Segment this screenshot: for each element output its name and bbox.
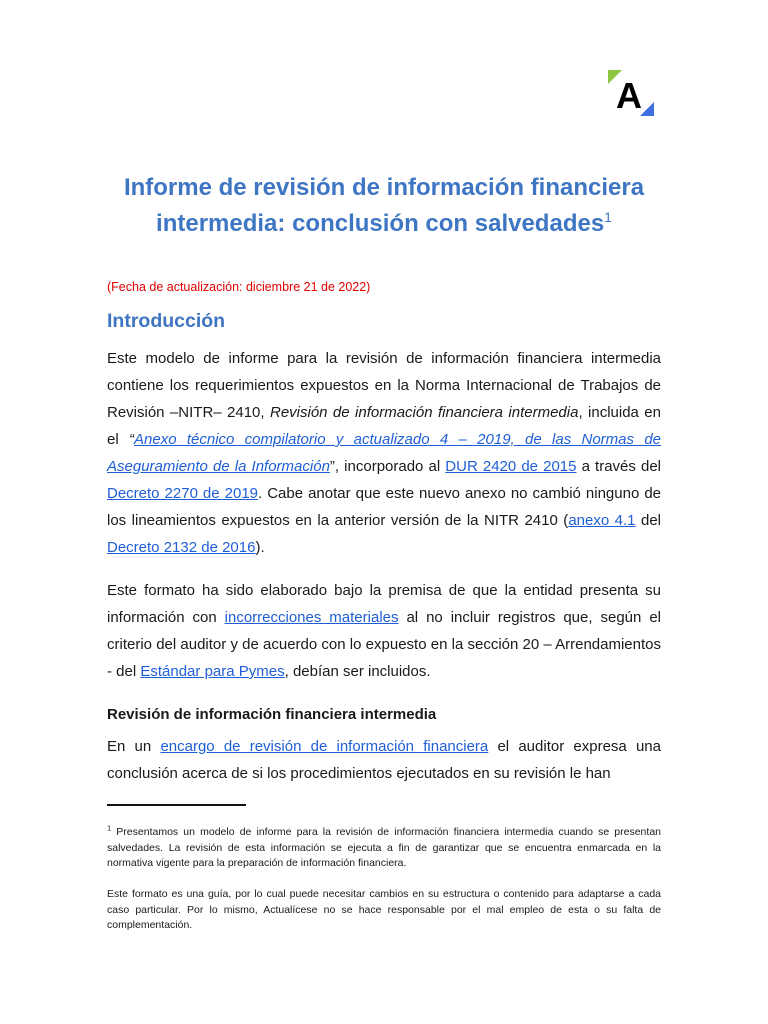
p1-italic-title: Revisión de información financiera intermedia: [269, 404, 579, 421]
link-anexo-tecnico[interactable]: Anexo técnico compilatorio y actualizado 4 – 2019, de las Normas de Aseguramiento de la Información: [107, 431, 662, 475]
p1-text-5: . Cabe anotar que este nuevo anexo no cambió ninguno de los lineamientos expuestos en la anterior versión de la NITR 2410 (: [107, 485, 661, 529]
link-anexo-4-1[interactable]: anexo 4.1: [568, 512, 636, 529]
p1-text-6: del: [635, 512, 662, 529]
link-dur-2420[interactable]: DUR 2420 de 2015: [445, 458, 577, 475]
revision-paragraph: [107, 733, 661, 787]
link-estandar-pymes[interactable]: Estándar para Pymes: [140, 663, 285, 680]
p1-text-1: Este modelo de informe para la revisión de información financiera intermedia contiene los requerimientos expuestos en la Norma Internacional de Trabajos de Revisión –NITR– 2410,: [107, 350, 661, 421]
title-line-1: Informe de revisión de información financiera: [123, 174, 645, 201]
footnote-1-mark: 1: [107, 823, 112, 833]
p1-quote-open: “: [129, 431, 134, 448]
link-decreto-2270[interactable]: Decreto 2270 de 2019: [107, 485, 259, 502]
p1-text-4: a través del: [576, 458, 661, 475]
intro-heading: Introducción: [107, 310, 226, 332]
logo-blue-triangle: [640, 102, 654, 116]
p3-text-1: En un: [107, 738, 161, 755]
actualicese-logo: [608, 70, 654, 116]
footnote-1-text: Presentamos un modelo de informe para la revisión de información financiera intermedia cuando se presentan salvedades. La revisión de esta información se ejecuta a fin de garantizar que se encuentra enmarcada en la normativa vigente para la preparación de información financiera.: [107, 826, 661, 869]
document-title: [60, 170, 708, 242]
p1-text-2: , incluida en el: [107, 404, 661, 448]
intro-paragraph-2: [107, 577, 661, 685]
footnote-disclaimer: Este formato es una guía, por lo cual puede necesitar cambios en su estructura o contenido para adaptarse a cada caso particular. Por lo mismo, Actualícese no se hace responsable por el mal empleo de esta o su falta de complementación.: [107, 888, 661, 931]
p1-text-3: ”, incorporado al: [329, 458, 446, 475]
intro-paragraph-1: [107, 345, 661, 561]
p2-text-3: , debían ser incluidos.: [284, 663, 431, 680]
title-line-2-text: intermedia: conclusión con salvedades: [156, 210, 605, 237]
footnote-1: [107, 825, 661, 872]
p1-text-7: ).: [255, 539, 265, 556]
p3-text-2: el auditor expresa una conclusión acerca de si los procedimientos ejecutados en su revisión le han: [107, 738, 661, 782]
title-line-2: [60, 206, 708, 242]
title-footnote-mark: 1: [604, 209, 612, 225]
p2-text-1: Este formato ha sido elaborado bajo la premisa de que la entidad presenta su información con: [107, 582, 661, 626]
footnote-separator: [107, 804, 246, 806]
section-heading-revision: Revisión de información financiera intermedia: [107, 706, 437, 723]
update-date: (Fecha de actualización: diciembre 21 de 2022): [107, 280, 371, 294]
link-decreto-2132[interactable]: Decreto 2132 de 2016: [107, 539, 256, 556]
link-encargo-revision[interactable]: encargo de revisión de información financiera: [160, 738, 489, 755]
link-incorrecciones-materiales[interactable]: incorrecciones materiales: [224, 609, 399, 626]
logo-letter: A: [616, 75, 642, 116]
p2-text-2: al no incluir registros que, según el criterio del auditor y de acuerdo con lo expuesto en la sección 20 – Arrendamientos - del: [107, 609, 661, 680]
